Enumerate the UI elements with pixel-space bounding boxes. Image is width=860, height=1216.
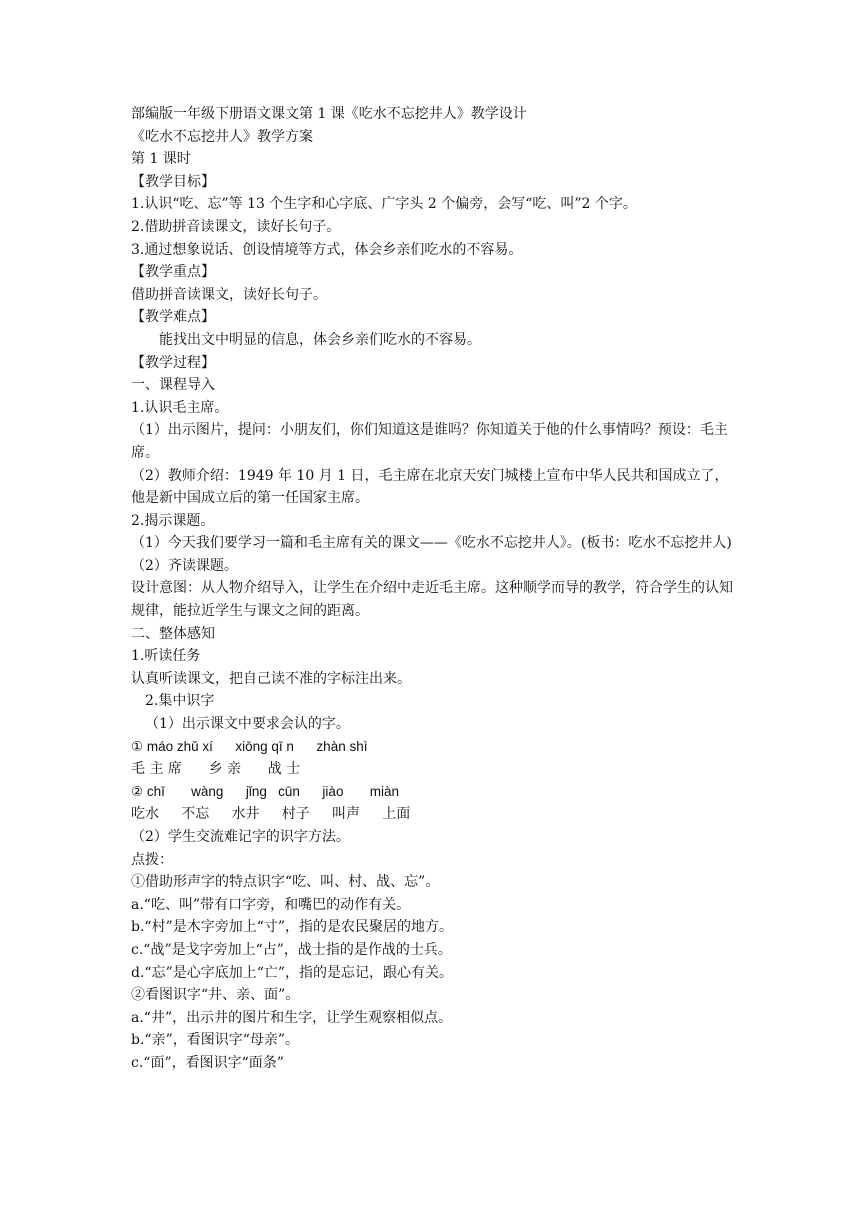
section-item: 1.认识毛主席。 [131, 399, 229, 416]
tip-subitem: b.“村”是木字旁加上“寸”，指的是农民聚居的地方。 [131, 919, 454, 936]
document-page [131, 103, 741, 1075]
tip-subitem: c.“战”是戈字旁加上“占”，战士指的是作战的士兵。 [131, 941, 452, 958]
difficult-points-heading: 【教学难点】 [131, 309, 215, 326]
paragraph: 认真听读课文，把自己读不准的字标注出来。 [131, 670, 411, 687]
section-item: 2.揭示课题。 [131, 512, 215, 529]
tip-subitem: b.“亲”，看图识字“母亲”。 [131, 1032, 300, 1049]
pinyin-row: ① máo zhǔ xí xiōng qī n zhàn shì [131, 738, 368, 754]
design-intent: 设计意图：从人物介绍导入，让学生在介绍中走近毛主席。这种顺学而导的教学，符合学生的认知规律，能拉近学生与课文之间的距离。 [131, 580, 733, 620]
tip-item: ①借助形声字的特点识字“吃、叫、村、战、忘”。 [131, 874, 440, 891]
character-row: 毛 主 席 乡 亲 战 士 [131, 761, 301, 778]
difficult-points-text: 能找出文中明显的信息，体会乡亲们吃水的不容易。 [159, 331, 481, 348]
document-subtitle: 《吃水不忘挖井人》教学方案 [131, 128, 313, 145]
document-title: 部编版一年级下册语文课文第 1 课《吃水不忘挖井人》教学设计 [131, 106, 527, 122]
section-item: 1.听读任务 [131, 648, 201, 665]
goal-item: 1.认识“吃、忘”等 13 个生字和心字底、广字头 2 个偏旁，会写“吃、叫”2 个字。 [131, 196, 637, 213]
tip-subitem: d.“忘”是心字底加上“亡”，指的是忘记，跟心有关。 [131, 964, 454, 981]
section-heading: 一、课程导入 [131, 377, 215, 394]
section-item: 2.集中识字 [145, 693, 215, 710]
goal-item: 3.通过想象说话、创设情境等方式，体会乡亲们吃水的不容易。 [131, 241, 523, 258]
process-heading: 【教学过程】 [131, 354, 215, 371]
paragraph: （1）出示图片，提问：小朋友们，你们知道这是谁吗？你知道关于他的什么事情吗？预设：毛主席。 [131, 422, 728, 461]
key-points-heading: 【教学重点】 [131, 264, 215, 281]
section-heading: 二、整体感知 [131, 625, 215, 642]
tip-heading: 点拨： [131, 851, 173, 868]
paragraph: （2）齐读课题。 [131, 557, 238, 574]
pinyin-row: ② chī wàng jǐng cūn jiào miàn [131, 783, 399, 799]
tip-item: ②看图识字“井、亲、面”。 [131, 987, 300, 1004]
paragraph: （1）今天我们要学习一篇和毛主席有关的课文——《吃水不忘挖井人》。(板书：吃水不忘挖井人) [131, 535, 732, 552]
goal-item: 2.借助拼音读课文，读好长句子。 [131, 218, 341, 235]
lesson-label: 第 1 课时 [131, 151, 191, 168]
paragraph: （1）出示课文中要求会认的字。 [145, 716, 350, 733]
character-row: 吃水 不忘 水井 村子 叫声 上面 [131, 806, 411, 823]
paragraph: （2）学生交流难记字的识字方法。 [131, 829, 350, 845]
tip-subitem: a.“吃、叫”带有口字旁，和嘴巴的动作有关。 [131, 896, 411, 913]
key-points-text: 借助拼音读课文，读好长句子。 [131, 286, 327, 303]
tip-subitem: c.“面”，看图识字“面条” [131, 1054, 284, 1071]
goals-heading: 【教学目标】 [131, 173, 215, 190]
paragraph: （2）教师介绍：1949 年 10 月 1 日，毛主席在北京天安门城楼上宣布中华人民共和国成立了，他是新中国成立后的第一任国家主席。 [131, 467, 729, 507]
tip-subitem: a.“井”，出示井的图片和生字，让学生观察相似点。 [131, 1009, 453, 1026]
